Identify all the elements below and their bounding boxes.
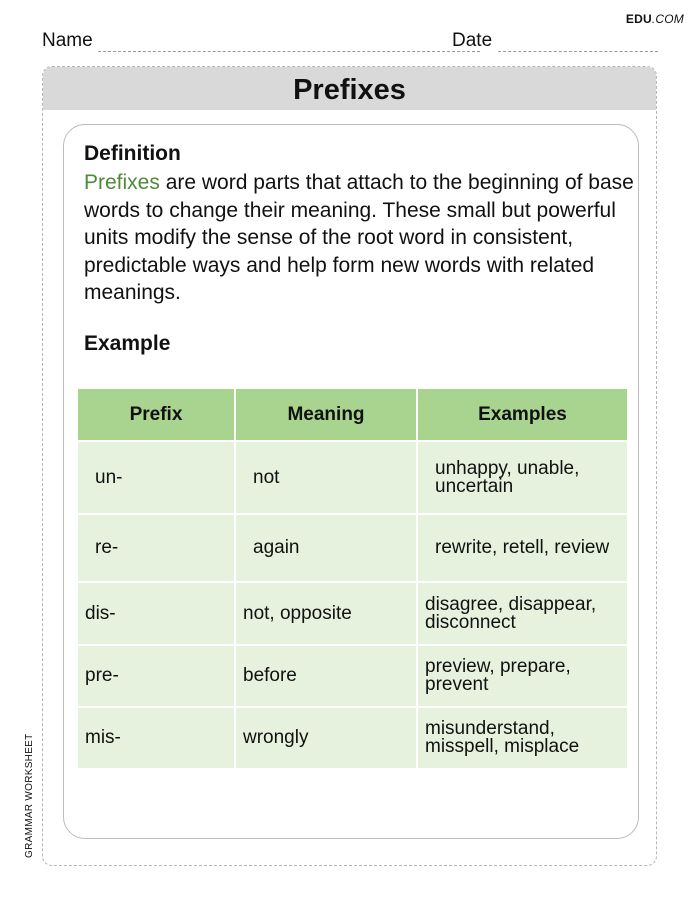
header-prefix: Prefix [77,388,235,441]
prefix-cell: pre- [77,645,235,707]
examples-cell [417,441,628,514]
prefix-cell: un- [77,441,235,514]
meaning-cell: not, opposite [235,582,417,645]
definition-heading: Definition [84,142,181,165]
prefix-cell: dis- [77,582,235,645]
page-title: Prefixes [43,67,656,110]
name-date-row [42,30,658,54]
brand-name: EDU [625,12,652,26]
header-examples: Examples [417,388,628,441]
definition-text [84,169,644,307]
side-label: GRAMMAR WORKSHEET [24,733,35,858]
date-label: Date [452,30,493,51]
table-row [77,707,628,769]
examples-cell [417,582,628,645]
prefix-table [76,387,629,770]
examples-text: unhappy, unable, uncertain [435,457,580,497]
meaning-cell: wrongly [235,707,417,769]
examples-cell [417,514,628,582]
definition-term: Prefixes [84,171,160,194]
worksheet [42,66,657,866]
meaning-cell: again [235,514,417,582]
table-row [77,645,628,707]
prefix-cell: mis- [77,707,235,769]
examples-text: preview, prepare, prevent [425,656,571,695]
table-row [77,441,628,514]
meaning-cell: not [235,441,417,514]
meaning-cell: before [235,645,417,707]
table-row [77,582,628,645]
examples-text: rewrite, retell, review [435,537,610,558]
header-meaning: Meaning [235,388,417,441]
brand-logo [626,12,684,26]
content-card [63,124,639,839]
name-line [98,51,480,52]
date-line [498,51,658,52]
examples-cell [417,645,628,707]
examples-cell [417,707,628,769]
table-row [77,514,628,582]
prefix-cell: re- [77,514,235,582]
name-label: Name [42,30,93,51]
definition-body: are word parts that attach to the beginning of base words to change their meaning. These small but powerful units modify the sense of the root word in consistent, predictable ways and help form new words with related meanings. [84,171,634,304]
examples-text: misunderstand, misspell, misplace [425,718,580,757]
brand-suffix: .COM [651,12,684,26]
example-heading: Example [84,332,171,355]
examples-text: disagree, disappear, disconnect [425,593,597,633]
table-header-row [77,388,628,441]
